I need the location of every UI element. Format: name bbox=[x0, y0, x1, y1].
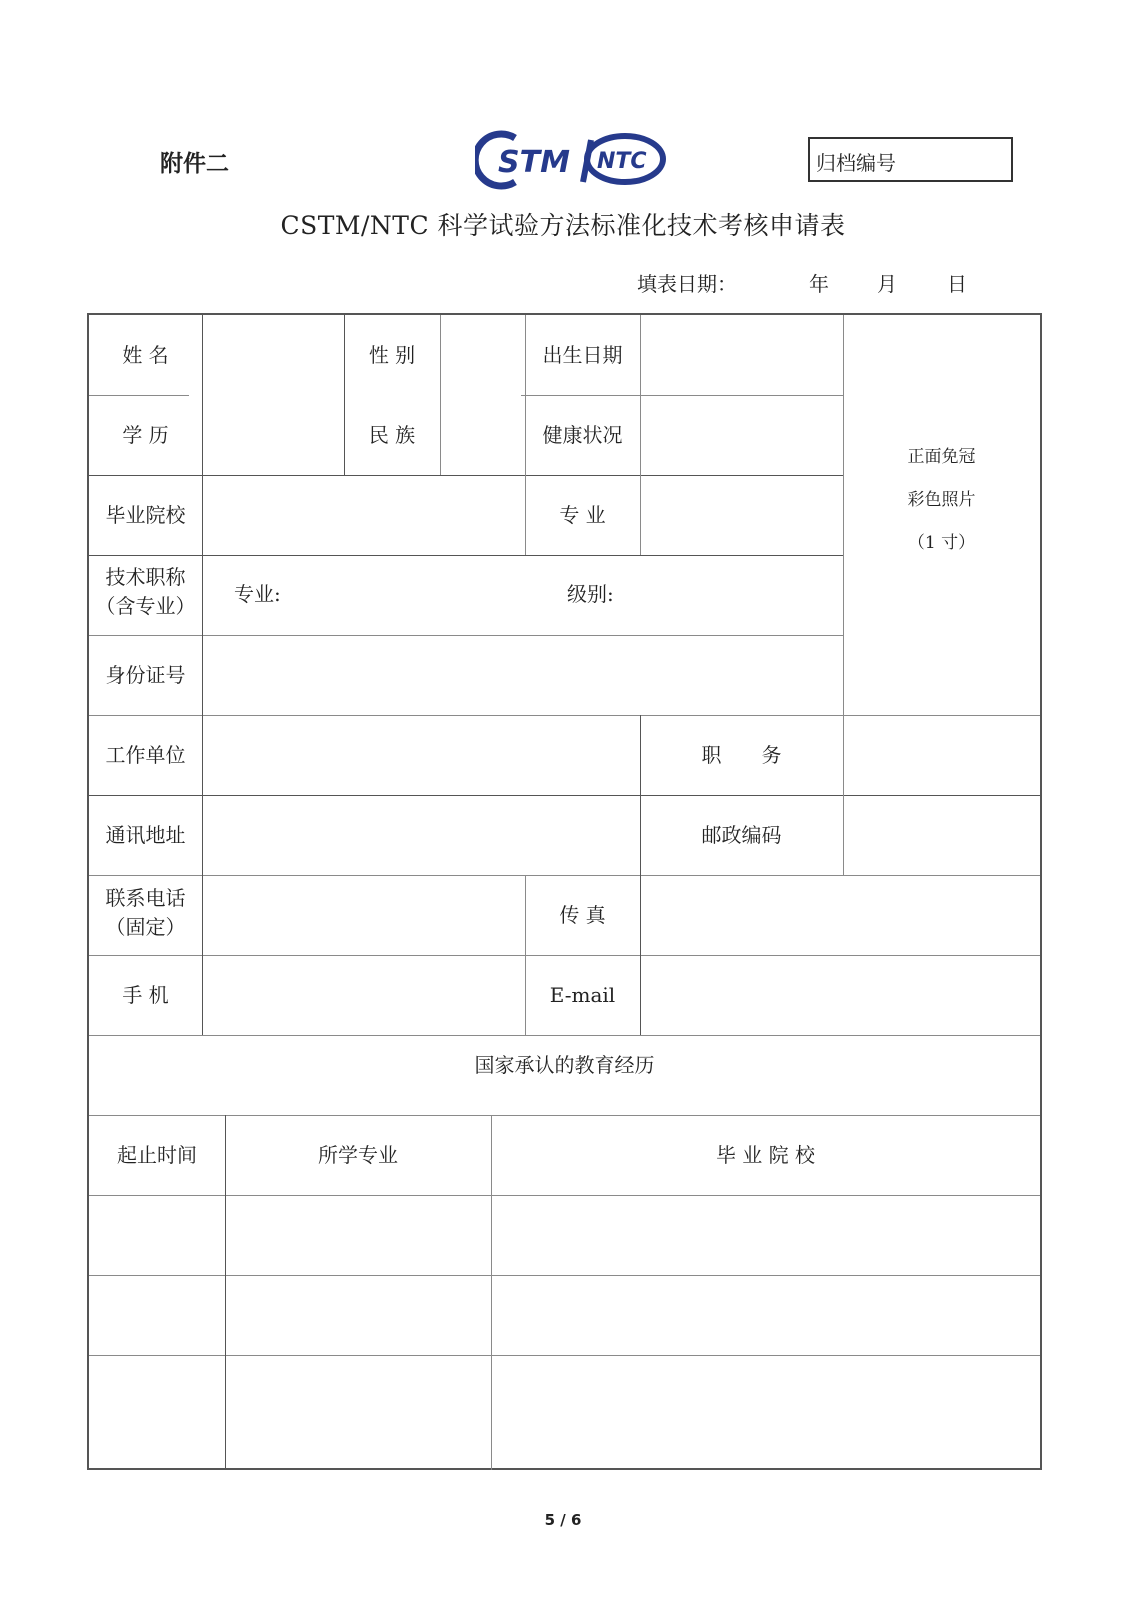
major-label: 专 业 bbox=[559, 503, 606, 527]
email-label: E-mail bbox=[549, 983, 616, 1007]
employer-label: 工作单位 bbox=[105, 743, 186, 767]
grid-line bbox=[89, 795, 1040, 796]
phone-line2: （固定） bbox=[105, 915, 186, 939]
phone-label bbox=[89, 884, 202, 942]
ntc-logo-text: NTC bbox=[597, 149, 647, 174]
grid-line bbox=[640, 315, 641, 555]
application-form-table bbox=[87, 313, 1042, 1470]
graduate-school-label: 毕业院校 bbox=[105, 503, 186, 527]
attachment-label: 附件二 bbox=[160, 151, 229, 177]
photo-line3: （1 寸） bbox=[907, 533, 976, 553]
health-label: 健康状况 bbox=[542, 423, 623, 447]
year-label: 年 bbox=[809, 272, 829, 296]
page-number: 5 / 6 bbox=[544, 1511, 582, 1529]
grid-line bbox=[89, 1195, 1040, 1196]
archive-number-label: 归档编号 bbox=[816, 151, 896, 175]
fax-label: 传 真 bbox=[559, 903, 606, 927]
birth-date-label: 出生日期 bbox=[542, 343, 623, 367]
month-label: 月 bbox=[877, 272, 897, 296]
photo-box bbox=[843, 436, 1040, 565]
cstm-logo-icon bbox=[475, 134, 570, 186]
name-label: 姓 名 bbox=[122, 343, 169, 367]
cstm-logo-text: STM bbox=[498, 145, 570, 180]
ethnicity-label: 民 族 bbox=[368, 423, 416, 447]
grid-line bbox=[843, 315, 844, 875]
position-label: 职 务 bbox=[701, 743, 782, 767]
column-period: 起止时间 bbox=[117, 1143, 197, 1167]
phone-line1: 联系电话 bbox=[105, 886, 186, 910]
grid-line bbox=[89, 1275, 1040, 1276]
grid-line bbox=[89, 715, 1040, 716]
form-title: CSTM/NTC 科学试验方法标准化技术考核申请表 bbox=[280, 211, 846, 240]
technical-title-label bbox=[89, 563, 202, 621]
address-label: 通讯地址 bbox=[105, 823, 186, 847]
archive-number-field[interactable] bbox=[808, 137, 1013, 182]
grid-line bbox=[440, 315, 441, 475]
photo-line1: 正面免冠 bbox=[907, 447, 976, 467]
technical-title-line1: 技术职称 bbox=[105, 565, 186, 589]
gender-label: 性 别 bbox=[368, 343, 416, 367]
ntc-logo-icon bbox=[583, 136, 663, 182]
grid-line bbox=[89, 1115, 1040, 1116]
technical-title-line2: （含专业） bbox=[95, 594, 196, 618]
fill-date-label: 填表日期： bbox=[637, 272, 737, 296]
id-number-label: 身份证号 bbox=[105, 663, 186, 687]
grid-line bbox=[89, 1035, 1040, 1036]
title-level-label: 级别: bbox=[567, 582, 614, 606]
postal-code-label: 邮政编码 bbox=[701, 823, 782, 847]
logos bbox=[475, 128, 675, 190]
grid-line bbox=[89, 875, 1040, 876]
mobile-label: 手 机 bbox=[122, 983, 169, 1007]
column-school: 毕 业 院 校 bbox=[715, 1143, 816, 1167]
photo-line2: 彩色照片 bbox=[907, 490, 976, 510]
day-label: 日 bbox=[947, 272, 967, 296]
grid-line bbox=[202, 315, 203, 1035]
grid-line bbox=[89, 395, 189, 396]
column-major: 所学专业 bbox=[318, 1143, 398, 1167]
grid-line bbox=[521, 395, 843, 396]
grid-line bbox=[89, 955, 1040, 956]
education-label: 学 历 bbox=[122, 423, 169, 447]
title-major-label: 专业: bbox=[234, 582, 281, 606]
grid-line bbox=[525, 875, 526, 1035]
grid-line bbox=[344, 315, 345, 475]
grid-line bbox=[89, 1355, 1040, 1356]
education-section-title: 国家承认的教育经历 bbox=[474, 1053, 655, 1077]
